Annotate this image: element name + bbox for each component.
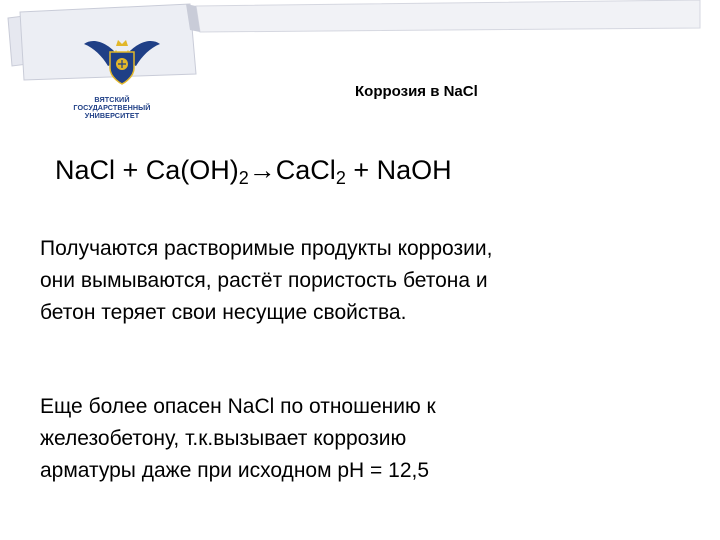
paragraph-soluble-products (40, 233, 720, 329)
paragraph-line: железобетону, т.к.вызывает коррозию (40, 427, 407, 450)
equation-part: →CaCl (248, 155, 336, 185)
university-name (52, 96, 172, 120)
university-emblem-icon (72, 30, 172, 90)
paragraph-line: бетон теряет свои несущие свойства. (40, 301, 407, 324)
paragraph-line: Получаются растворимые продукты коррозии, (40, 237, 493, 260)
paragraph-line: они вымываются, растёт пористость бетона и (40, 269, 488, 292)
paragraph-line: арматуры даже при исходном pH = 12,5 (40, 459, 430, 482)
paragraph-reinforced-concrete (40, 391, 720, 487)
university-name-line: УНИВЕРСИТЕТ (84, 111, 140, 120)
slide-title: Коррозия в NaCl (355, 83, 478, 100)
equation-subscript: 2 (335, 168, 346, 188)
university-name-line: ВЯТСКИЙ (94, 95, 130, 104)
university-name-line: ГОСУДАРСТВЕННЫЙ (73, 103, 151, 112)
equation-subscript: 2 (238, 168, 249, 188)
chemical-equation (55, 155, 452, 186)
equation-part: NaCl + Ca(OH) (55, 155, 239, 185)
paragraph-line: Еще более опасен NaCl по отношению к (40, 395, 436, 418)
equation-part: + NaOH (345, 155, 452, 185)
